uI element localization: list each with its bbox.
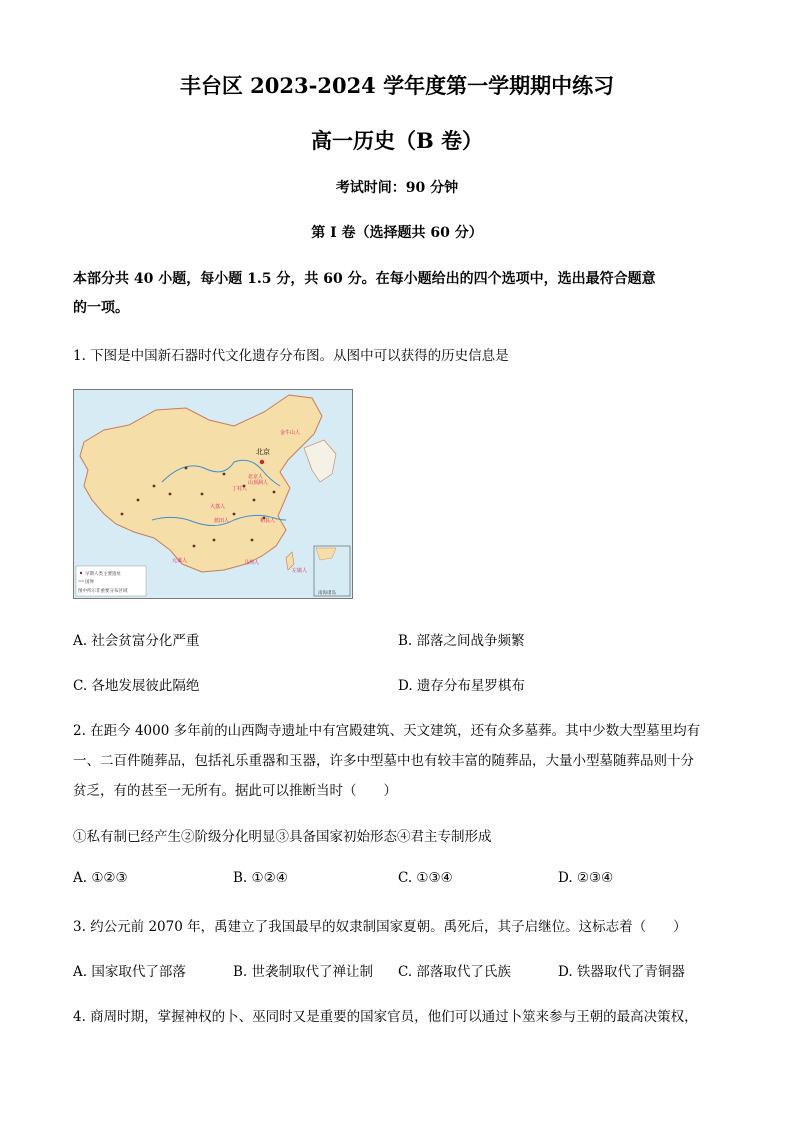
site-label: 丁村人 [232,486,248,492]
neolithic-sites-map [73,389,353,599]
page-subtitle: 高一历史（B 卷） [310,128,484,153]
question-2-option-b: B. ①②④ [233,870,288,886]
legend-item: 早期人类主要遗址 [85,571,121,576]
question-2-option-a: A. ①②③ [73,870,128,886]
site-label: 马坝人 [244,560,260,566]
legend-item: 图中所示非重要分布区域 [78,588,128,593]
question-1-option-a: A. 社会贫富分化严重 [73,633,200,649]
question-3-stem: 3. 约公元前 2070 年，禹建立了我国最早的奴隶制国家夏朝。禹死后，其子启继位。这标志着（ ） [73,919,687,935]
question-4-stem: 4. 商周时期，掌握神权的卜、巫同时又是重要的国家官员，他们可以通过卜筮来参与王朝的最高决策权， [73,1009,698,1025]
question-3-option-c: C. 部落取代了氏族 [398,964,511,980]
site-label: 左镇人 [292,568,308,574]
question-2-statements: ①私有制已经产生②阶级分化明显③具备国家初始形态④君主专制形成 [73,829,492,845]
question-2-option-d: D. ②③④ [558,870,614,886]
inset-label: 南海诸岛 [318,590,336,595]
china-landmass [80,395,322,572]
site-label: 蓝田人 [214,518,230,524]
site-label: 北京人 [248,474,264,480]
question-2-stem-line2: 一、二百件随葬品，包括礼乐重器和玉器，许多中型墓中也有较丰富的随葬品，大量小型墓随葬品则十分 [73,753,694,769]
section-title: 第 I 卷（选择题共 60 分） [311,225,483,241]
exam-time: 考试时间：90 分钟 [335,180,459,196]
page-title: 丰台区 2023-2024 学年度第一学期期中练习 [179,73,615,98]
site-label: 山顶洞人 [248,480,269,486]
question-3-option-b: B. 世袭制取代了禅让制 [233,964,374,980]
legend-item: 国界 [85,579,94,584]
question-1-option-c: C. 各地发展彼此隔绝 [73,678,200,694]
question-2-stem-line3: 贫乏，有的甚至一无所有。据此可以推断当时（ ） [73,783,397,799]
beijing-label: 北京 [256,449,270,456]
question-1-stem: 1. 下图是中国新石器时代文化遗存分布图。从图中可以获得的历史信息是 [73,348,509,364]
question-1-option-b: B. 部落之间战争频繁 [398,633,525,649]
section-instruction-line2: 的一项。 [73,300,129,316]
beijing-marker [260,460,264,464]
question-2-stem-line1: 2. 在距今 4000 多年前的山西陶寺遗址中有宫殿建筑、天文建筑，还有众多墓葬。其中少数大型墓里均有 [73,723,701,739]
neighbor-land [304,440,336,482]
site-label: 金牛山人 [280,430,301,436]
site-label: 和县人 [260,518,276,524]
question-2-option-c: C. ①③④ [398,870,453,886]
question-3-option-a: A. 国家取代了部落 [73,964,186,980]
question-3-option-d: D. 铁器取代了青铜器 [558,964,685,980]
site-label: 元谋人 [172,558,188,564]
site-label: 大荔人 [210,504,226,510]
section-instruction-line1: 本部分共 40 小题，每小题 1.5 分，共 60 分。在每小题给出的四个选项中，选出最符合题意 [73,271,656,287]
question-1-option-d: D. 遗存分布星罗棋布 [398,678,525,694]
